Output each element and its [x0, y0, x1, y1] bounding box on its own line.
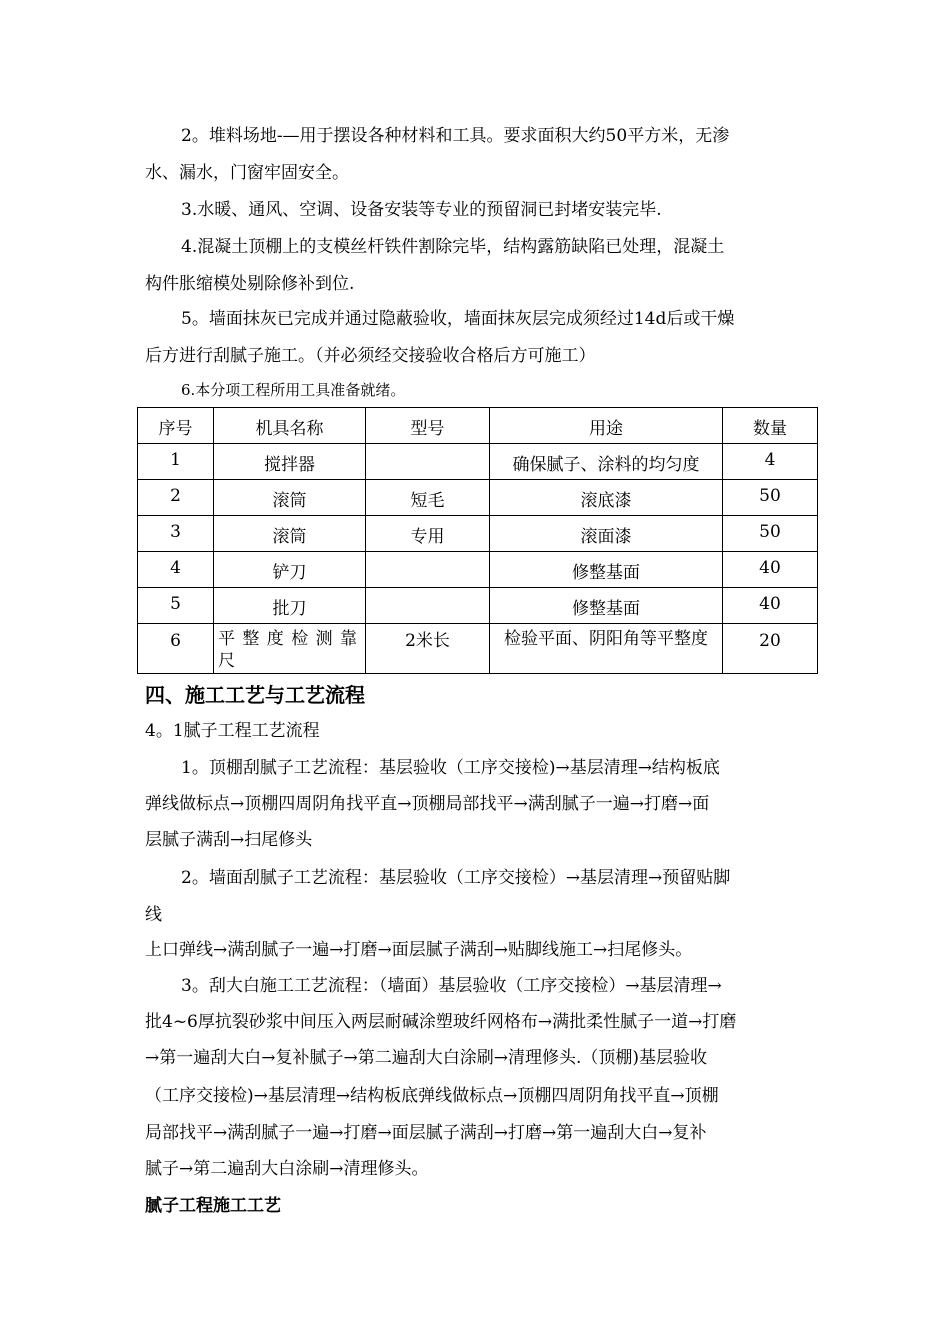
paragraph-4-line2: 构件胀缩模处剔除修补到位. — [145, 274, 355, 294]
flow-2-line1: 2。墙面刮腻子工艺流程：基层验收（工序交接检）→基层清理→预留贴脚 — [181, 868, 731, 888]
table-cell: 6 — [138, 624, 214, 674]
table-header-cell: 机具名称 — [214, 408, 366, 444]
table-cell: 50 — [723, 480, 818, 516]
paragraph-2-line1: 2。堆料场地-—用于摆设各种材料和工具。要求面积大约50平方米，无渗 — [181, 126, 730, 146]
section-heading: 四、施工工艺与工艺流程 — [145, 683, 365, 707]
table-cell — [366, 552, 490, 588]
flow-3-line1: 3。刮大白施工工艺流程：（墙面）基层验收（工序交接检）→基层清理→ — [181, 976, 722, 996]
flow-3-line5: 局部找平→满刮腻子一遍→打磨→面层腻子满刮→打磨→第一遍刮大白→复补 — [145, 1123, 707, 1143]
table-cell: 1 — [138, 444, 214, 480]
flow-3-line3: →第一遍刮大白→复补腻子→第二遍刮大白涂刷→清理修头.（顶棚)基层验收 — [145, 1048, 708, 1068]
table-cell: 铲刀 — [214, 552, 366, 588]
table-cell: 平整度检测靠尺 — [214, 624, 366, 674]
table-cell: 40 — [723, 552, 818, 588]
table-header-cell: 用途 — [490, 408, 723, 444]
table-cell: 修整基面 — [490, 552, 723, 588]
table-cell: 搅拌器 — [214, 444, 366, 480]
flow-1-line1: 1。顶棚刮腻子工艺流程：基层验收（工序交接检)→基层清理→结构板底 — [181, 758, 720, 778]
table-cell: 2 — [138, 480, 214, 516]
table-cell: 滚筒 — [214, 480, 366, 516]
paragraph-6: 6.本分项工程所用工具准备就绪。 — [181, 381, 406, 399]
table-cell: 2米长 — [366, 624, 490, 674]
tools-table — [137, 407, 818, 674]
flow-1-line2: 弹线做标点→顶棚四周阴角找平直→顶棚局部找平→满刮腻子一遍→打磨→面 — [145, 794, 710, 814]
flow-3-line2: 批4~6厚抗裂砂浆中间压入两层耐碱涂塑玻纤网格布→满批柔性腻子一道→打磨 — [145, 1012, 737, 1032]
table-cell: 确保腻子、涂料的均匀度 — [490, 444, 723, 480]
table-cell: 滚底漆 — [490, 480, 723, 516]
table-cell: 专用 — [366, 516, 490, 552]
table-row — [138, 516, 818, 552]
table-header-cell: 数量 — [723, 408, 818, 444]
table-header-cell: 序号 — [138, 408, 214, 444]
table-cell — [366, 588, 490, 624]
table-cell: 短毛 — [366, 480, 490, 516]
table-row — [138, 624, 818, 674]
subsection-title: 4。1腻子工程工艺流程 — [145, 721, 320, 741]
paragraph-4-line1: 4.混凝土顶棚上的支模丝杆铁件割除完毕，结构露筋缺陷已处理，混凝土 — [181, 237, 725, 257]
table-cell: 40 — [723, 588, 818, 624]
flow-2-line3: 上口弹线→满刮腻子一遍→打磨→面层腻子满刮→贴脚线施工→扫尾修头。 — [145, 940, 693, 960]
table-header-row — [138, 408, 818, 444]
table-cell: 3 — [138, 516, 214, 552]
flow-3-line6: 腻子→第二遍刮大白涂刷→清理修头。 — [145, 1159, 429, 1179]
paragraph-3: 3.水暖、通风、空调、设备安装等专业的预留洞已封堵安装完毕. — [181, 200, 662, 220]
table-cell: 50 — [723, 516, 818, 552]
table-header-cell: 型号 — [366, 408, 490, 444]
table-cell: 20 — [723, 624, 818, 674]
table-row — [138, 588, 818, 624]
flow-1-line3: 层腻子满刮→扫尾修头 — [145, 830, 313, 850]
table-cell: 5 — [138, 588, 214, 624]
table-row — [138, 480, 818, 516]
table-cell: 滚筒 — [214, 516, 366, 552]
table-cell: 批刀 — [214, 588, 366, 624]
table-cell — [366, 444, 490, 480]
putty-craft-heading: 腻子工程施工工艺 — [145, 1196, 281, 1216]
table-cell: 4 — [138, 552, 214, 588]
paragraph-2-line2: 水、漏水，门窗牢固安全。 — [145, 163, 349, 183]
table-row — [138, 552, 818, 588]
table-cell: 检验平面、阴阳角等平整度 — [490, 624, 723, 674]
flow-2-line2: 线 — [145, 905, 162, 925]
paragraph-5-line1: 5。墙面抹灰已完成并通过隐蔽验收，墙面抹灰层完成须经过14d后或干燥 — [181, 309, 735, 329]
table-cell: 4 — [723, 444, 818, 480]
table-row — [138, 444, 818, 480]
flow-3-line4: （工序交接检)→基层清理→结构板底弹线做标点→顶棚四周阴角找平直→顶棚 — [145, 1086, 719, 1106]
table-cell: 滚面漆 — [490, 516, 723, 552]
table-cell: 修整基面 — [490, 588, 723, 624]
paragraph-5-line2: 后方进行刮腻子施工。（并必须经交接验收合格后方可施工） — [145, 346, 596, 366]
